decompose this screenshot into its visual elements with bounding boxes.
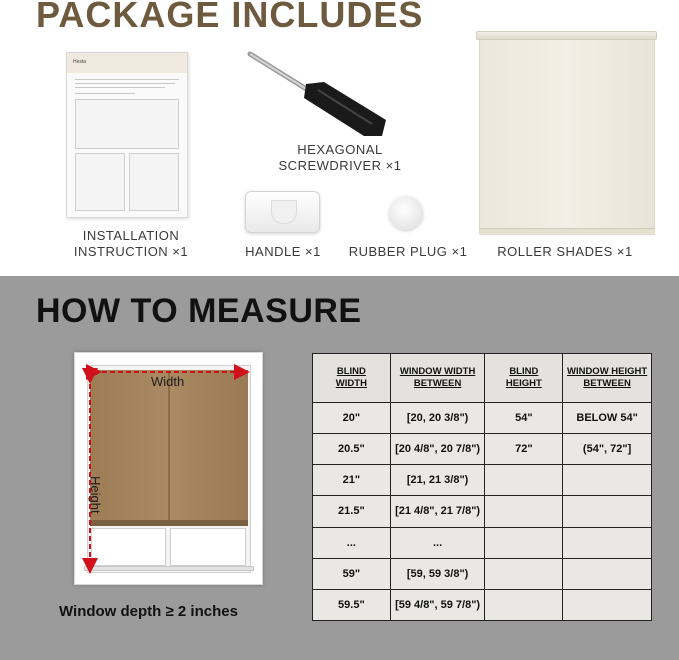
cell: BELOW 54" [563,403,652,434]
table-row [313,403,652,434]
cell: (54", 72"] [563,434,652,465]
header-window-height: WINDOW HEIGHT BETWEEN [563,354,652,403]
roller-shade-image [479,38,655,234]
cell [485,496,563,527]
caption-rubber-plug: RUBBER PLUG ×1 [348,244,468,259]
table-row [313,527,652,558]
screwdriver-image [246,50,391,140]
table-row [313,465,652,496]
cell: 20.5" [313,434,391,465]
cell [485,527,563,558]
measure-title: HOW TO MEASURE [36,292,362,330]
table-row [313,434,652,465]
cell [563,496,652,527]
cell: 21.5" [313,496,391,527]
cell: 20" [313,403,391,434]
cell: [21 4/8", 21 7/8") [390,496,485,527]
cell: 59" [313,558,391,589]
cell: 72" [485,434,563,465]
caption-screwdriver: HEXAGONAL SCREWDRIVER ×1 [278,142,402,173]
cell: [21, 21 3/8") [390,465,485,496]
cell: 59.5" [313,589,391,620]
cell [485,465,563,496]
booklet-brand: Hesta [73,59,87,65]
measure-arrows [80,362,260,574]
header-blind-width: BLIND WIDTH [313,354,391,403]
table-header-row [313,354,652,403]
cell: [20, 20 3/8") [390,403,485,434]
cell: 54" [485,403,563,434]
width-label: Width [151,374,185,389]
cell [485,558,563,589]
roller-shade-headrail [476,31,657,40]
cell: ... [390,527,485,558]
cell [563,465,652,496]
header-blind-height: BLIND HEIGHT [485,354,563,403]
header-window-width: WINDOW WIDTH BETWEEN [390,354,485,403]
cell: [59, 59 3/8") [390,558,485,589]
package-title: PACKAGE INCLUDES [36,0,424,35]
size-table [312,353,652,621]
cell: [59 4/8", 59 7/8") [390,589,485,620]
roller-shade-bottom-bar [479,228,655,235]
handle-image [245,191,320,233]
table-row [313,558,652,589]
cell: [20 4/8", 20 7/8") [390,434,485,465]
caption-roller-shades: ROLLER SHADES ×1 [497,244,633,259]
caption-installation: INSTALLATION INSTRUCTION ×1 [73,228,189,259]
height-label: Height [88,476,103,514]
cell [563,558,652,589]
cell [563,589,652,620]
cell [485,589,563,620]
instruction-booklet-image [66,52,188,218]
cell: 21" [313,465,391,496]
cell: ... [313,527,391,558]
table-row [313,589,652,620]
cell [563,527,652,558]
caption-handle: HANDLE ×1 [245,244,321,259]
table-row [313,496,652,527]
window-depth-note: Window depth ≥ 2 inches [59,603,238,620]
rubber-plug-image [389,196,423,230]
